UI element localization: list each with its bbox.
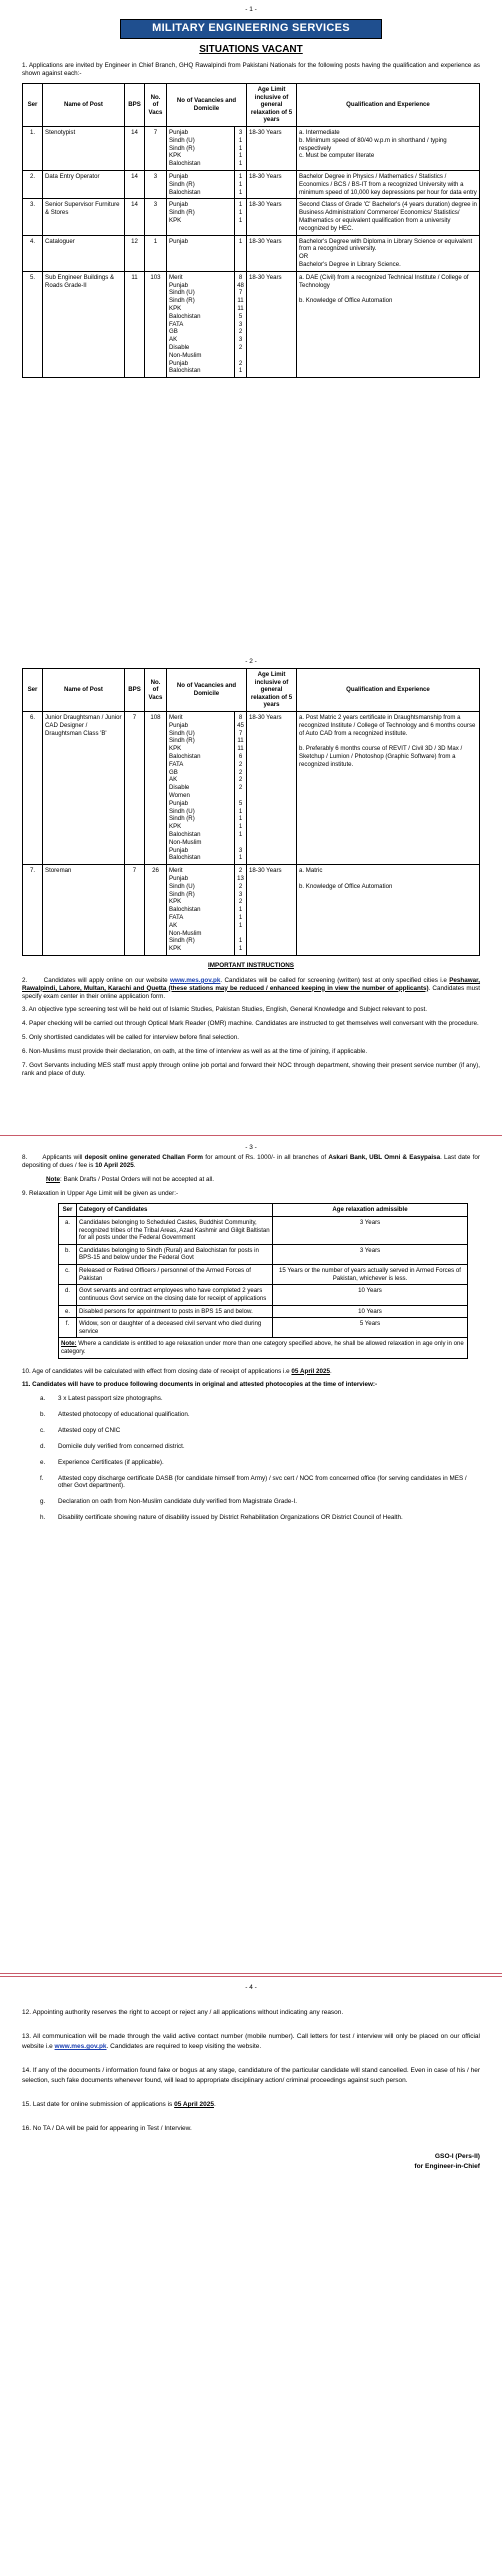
note-text: : Bank Drafts / Postal Orders will not be accepted at all. bbox=[60, 1175, 214, 1183]
page-divider bbox=[0, 1135, 502, 1136]
row-post: Data Entry Operator bbox=[43, 171, 125, 199]
table-row bbox=[59, 1285, 468, 1305]
row-age: 18-30 Years bbox=[247, 171, 297, 199]
col-bps: BPS bbox=[125, 669, 145, 712]
col-age: Age Limit inclusive of general relaxation of 5 years bbox=[247, 83, 297, 126]
para-8-text-a: Applicants will bbox=[42, 1154, 85, 1161]
para-5: 5. Only shortlisted candidates will be called for interview before final selection. bbox=[22, 1034, 240, 1042]
col-domicile: No of Vacancies and Domicile bbox=[167, 669, 247, 712]
last-date: 05 April 2025 bbox=[174, 2101, 214, 2109]
para-12: 12. Appointing authority reserves the right to accept or reject any / all applications without indicating any reason. bbox=[22, 2009, 344, 2016]
para-11: 11. Candidates will have to produce following documents in original and attested photocopies at the time of interview:- bbox=[22, 1381, 378, 1389]
row-domicile: Punjab Sindh (R) KPK bbox=[167, 199, 235, 235]
row-vacs: 1 bbox=[145, 235, 167, 271]
row-qualification: Bachelor Degree in Physics / Mathematics / Statistics / Economics / BCS / BS-IT from a recognized University with a minimum speed of 10,000 key depressions per hour for data entry bbox=[297, 171, 480, 199]
para-9: 9. Relaxation in Upper Age Limit will be given as under:- bbox=[22, 1189, 179, 1197]
relax-category: Govt servants and contract employees who have completed 2 years continuous Govt service on the closing date for receipt of applications bbox=[77, 1285, 273, 1305]
row-ser: 7. bbox=[23, 865, 43, 956]
list-item-text: Attested copy discharge certificate DASB (for candidate himself from Army) / svc cert / NOC from concerned office (for serving candidates in MES / other Govt department). bbox=[58, 1474, 467, 1490]
row-post: Stenotypist bbox=[43, 127, 125, 171]
table-row bbox=[23, 171, 480, 199]
row-ser: 3. bbox=[23, 199, 43, 235]
row-domicile-counts: 3 1 1 1 1 bbox=[235, 127, 247, 171]
list-item bbox=[22, 1443, 480, 1451]
intro-paragraph: 1. Applications are invited by Engineer in Chief Branch, GHQ Rawalpindi from Pakistani Nationals for the following posts having the qualification and experience as shown against each:- bbox=[22, 62, 480, 78]
row-bps: 7 bbox=[125, 712, 145, 865]
row-vacs: 7 bbox=[145, 127, 167, 171]
row-post: Cataloguer bbox=[43, 235, 125, 271]
vacancy-table-1 bbox=[22, 83, 480, 378]
website-link[interactable]: www.mes.gov.pk bbox=[170, 976, 221, 984]
col-ser: Ser bbox=[23, 83, 43, 126]
list-item bbox=[22, 1498, 480, 1506]
vacancy-table-2 bbox=[22, 668, 480, 956]
challan-text: deposit online generated Challan Form bbox=[84, 1154, 203, 1161]
list-item bbox=[22, 1475, 480, 1491]
row-domicile-counts: 1 bbox=[235, 235, 247, 271]
relax-years: 3 Years bbox=[273, 1244, 468, 1264]
para-2 bbox=[22, 977, 480, 1001]
relax-category: Released or Retired Officers / personnel of the Armed Forces of Pakistan bbox=[77, 1265, 273, 1285]
list-item-key: f. bbox=[40, 1474, 44, 1482]
col-qualification: Qualification and Experience bbox=[297, 669, 480, 712]
col-category: Category of Candidates bbox=[77, 1204, 273, 1217]
list-item bbox=[22, 1395, 480, 1403]
row-post: Senior Supervisor Furniture & Stores bbox=[43, 199, 125, 235]
row-domicile: Punjab bbox=[167, 235, 235, 271]
table-header-row bbox=[59, 1204, 468, 1217]
table-row bbox=[23, 235, 480, 271]
note-label: Note bbox=[46, 1175, 60, 1183]
row-post: Junior Draughtsman / Junior CAD Designer / Draughtsman Class 'B' bbox=[43, 712, 125, 865]
page-number: - 2 - bbox=[245, 658, 257, 665]
row-vacs: 103 bbox=[145, 271, 167, 377]
para-13-text-b: . Candidates are required to keep visiting the website. bbox=[106, 2043, 262, 2051]
list-item-key: e. bbox=[40, 1458, 46, 1466]
list-item-text: Experience Certificates (if applicable). bbox=[58, 1458, 164, 1466]
row-domicile-counts: 1 1 1 bbox=[235, 171, 247, 199]
ad-title: SITUATIONS VACANT bbox=[199, 43, 303, 55]
para-7: 7. Govt Servants including MES staff must apply through online job portal and forward their NOC through department, showing their present service number (if any), rank and place of duty. bbox=[22, 1061, 480, 1077]
table-row bbox=[23, 199, 480, 235]
page-3 bbox=[0, 1138, 502, 1973]
para-15-text-a: 15. Last date for online submission of applications is bbox=[22, 2101, 175, 2109]
para-2-text-c: . Candidates must specify exam center in their online application form. bbox=[22, 984, 480, 1000]
list-item-text: 3 x Latest passport size photographs. bbox=[58, 1395, 163, 1403]
para-15-text-c: . bbox=[214, 2101, 216, 2109]
closing-date: 05 April 2025 bbox=[291, 1367, 331, 1375]
relax-years: 15 Years or the number of years actually served in Armed Forces of Pakistan, whichever is less. bbox=[273, 1265, 468, 1285]
relax-years: 10 Years bbox=[273, 1285, 468, 1305]
row-ser: 1. bbox=[23, 127, 43, 171]
list-item-key: h. bbox=[40, 1514, 46, 1522]
list-item-text: Domicile duly verified from concerned district. bbox=[58, 1442, 185, 1450]
list-item bbox=[22, 1459, 480, 1467]
para-10-text-a: 10. Age of candidates will be calculated with effect from closing date of receipt of applications i.e bbox=[22, 1367, 292, 1375]
age-relaxation-table bbox=[58, 1203, 468, 1358]
row-age: 18-30 Years bbox=[247, 199, 297, 235]
row-ser: 2. bbox=[23, 171, 43, 199]
list-item-key: b. bbox=[40, 1411, 46, 1419]
list-item-key: d. bbox=[40, 1442, 46, 1450]
col-ser: Ser bbox=[59, 1204, 77, 1217]
row-bps: 14 bbox=[125, 199, 145, 235]
relax-ser: f. bbox=[59, 1318, 77, 1338]
page-number: - 3 - bbox=[245, 1144, 257, 1151]
para-8 bbox=[22, 1154, 480, 1170]
table-row bbox=[23, 271, 480, 377]
table-row bbox=[59, 1305, 468, 1318]
list-item-text: Disability certificate showing nature of disability issued by District Rehabilitation Organizations OR District Council of Health. bbox=[58, 1514, 403, 1522]
website-link[interactable]: www.mes.gov.pk bbox=[54, 2043, 107, 2051]
row-qualification: Bachelor's Degree with Diploma in Library Science or equivalent from a recognized university. OR Bachelor's Degree in Library Science. bbox=[297, 235, 480, 271]
table-row bbox=[59, 1244, 468, 1264]
row-qualification: Second Class of Grade 'C' Bachelor's (4 years duration) degree in Business Administration/ Commerce/ Economics/ Statistics/ Mathematics or equivalent qualification from a university recognized by HEC. bbox=[297, 199, 480, 235]
para-15 bbox=[22, 2100, 480, 2110]
para-13 bbox=[22, 2032, 480, 2052]
relax-years: 5 Years bbox=[273, 1318, 468, 1338]
row-vacs: 108 bbox=[145, 712, 167, 865]
signatory-title: GSO-I (Pers-II) bbox=[434, 2153, 480, 2161]
relax-ser: a. bbox=[59, 1217, 77, 1245]
relax-ser: d. bbox=[59, 1285, 77, 1305]
page-2 bbox=[0, 652, 502, 1137]
col-qualification: Qualification and Experience bbox=[297, 83, 480, 126]
col-relaxation: Age relaxation admissible bbox=[273, 1204, 468, 1217]
row-vacs: 26 bbox=[145, 865, 167, 956]
org-title: MILITARY ENGINEERING SERVICES bbox=[120, 19, 382, 39]
para-8-text-c: for amount of Rs. 1000/- in all branches of bbox=[202, 1154, 329, 1161]
relax-note-text: Where a candidate is entitled to age relaxation under more than one category specified above, he shall be allowed relaxation in age only in one category. bbox=[61, 1340, 464, 1355]
table-row bbox=[59, 1217, 468, 1245]
table-header-row bbox=[23, 669, 480, 712]
col-age: Age Limit inclusive of general relaxation of 5 years bbox=[247, 669, 297, 712]
list-item-text: Attested copy of CNIC bbox=[58, 1427, 121, 1435]
row-ser: 6. bbox=[23, 712, 43, 865]
row-qualification: a. Intermediate b. Minimum speed of 80/40 w.p.m in shorthand / typing respectively c. Must be computer literate bbox=[297, 127, 480, 171]
para-2-text-a: Candidates will apply online on our website bbox=[43, 976, 170, 984]
table-header-row bbox=[23, 83, 480, 126]
para-8-number: 8. bbox=[22, 1154, 28, 1161]
para-4: 4. Paper checking will be carried out through Optical Mark Reader (OMR) machine. Candidates are instructed to get themselves well conversant with the procedure. bbox=[22, 1020, 479, 1028]
list-item bbox=[22, 1411, 480, 1419]
para-3: 3. An objective type screening test will be held out of Islamic Studies, Pakistan Studies, English, General Knowledge and Subject relevant to post. bbox=[22, 1006, 427, 1014]
row-bps: 14 bbox=[125, 171, 145, 199]
relax-category: Disabled persons for appointment to posts in BPS 15 and below. bbox=[77, 1305, 273, 1318]
row-domicile: Merit Punjab Sindh (U) Sindh (R) KPK Balochistan FATA AK Non-Muslim Sindh (R) KPK bbox=[167, 865, 235, 956]
row-post: Sub Engineer Buildings & Roads Grade-II bbox=[43, 271, 125, 377]
page-4 bbox=[0, 1978, 502, 2560]
list-item-key: a. bbox=[40, 1395, 46, 1403]
table-row bbox=[23, 712, 480, 865]
list-item-text: Attested photocopy of educational qualification. bbox=[58, 1411, 190, 1419]
fee-deadline: 10 April 2025 bbox=[95, 1161, 134, 1169]
row-domicile: Merit Punjab Sindh (U) Sindh (R) KPK Balochistan FATA GB AK Disable Non-Muslim Punjab Balochistan bbox=[167, 271, 235, 377]
col-domicile: No of Vacancies and Domicile bbox=[167, 83, 247, 126]
signature-block bbox=[22, 2152, 480, 2170]
col-ser: Ser bbox=[23, 669, 43, 712]
para-10 bbox=[22, 1368, 480, 1376]
col-vacs: No. of Vacs bbox=[145, 83, 167, 126]
row-age: 18-30 Years bbox=[247, 271, 297, 377]
col-post: Name of Post bbox=[43, 669, 125, 712]
list-item bbox=[22, 1427, 480, 1435]
table-row bbox=[23, 127, 480, 171]
relax-ser: c. bbox=[59, 1265, 77, 1285]
row-qualification: a. DAE (Civil) from a recognized Technical Institute / College of Technology b. Knowledge of Office Automation bbox=[297, 271, 480, 377]
para-14: 14. If any of the documents / information found fake or bogus at any stage, candidature of the particular candidate will stand cancelled. Even in case of his / her selection, such fake documents whenever found, will lead to appropriate disciplinary action/ criminal proceedings against such person. bbox=[22, 2067, 480, 2085]
para-8-text-e: . Last date for depositing of dues / fee is bbox=[22, 1154, 480, 1169]
table-row bbox=[59, 1265, 468, 1285]
exam-cities: Peshawar, Rawalpindi, Lahore, Multan, Karachi and Quetta (these stations may be reduced / enhanced keeping in view the number of applicants) bbox=[22, 976, 481, 992]
row-age: 18-30 Years bbox=[247, 865, 297, 956]
row-age: 18-30 Years bbox=[247, 127, 297, 171]
list-item-key: c. bbox=[40, 1427, 45, 1435]
para-10-text-c: . bbox=[330, 1367, 332, 1375]
col-vacs: No. of Vacs bbox=[145, 669, 167, 712]
page-number: - 1 - bbox=[245, 6, 257, 13]
signatory-office: for Engineer-in-Chief bbox=[414, 2162, 480, 2170]
table-row bbox=[23, 865, 480, 956]
col-post: Name of Post bbox=[43, 83, 125, 126]
row-post: Storeman bbox=[43, 865, 125, 956]
bank-names: Askari Bank, UBL Omni & Easypaisa bbox=[328, 1154, 441, 1161]
row-age: 18-30 Years bbox=[247, 712, 297, 865]
row-domicile-counts: 8 45 7 11 11 6 2 2 2 2 5 1 1 1 1 3 1 bbox=[235, 712, 247, 865]
row-ser: 4. bbox=[23, 235, 43, 271]
row-bps: 14 bbox=[125, 127, 145, 171]
row-qualification: a. Post Matric 2 years certificate in Draughtsmanship from a recognized Institute / College of Technology and 6 months course of Auto CAD from a recognized institute. b. Preferably 6 months course of REVIT / Civil 3D / 3D Max / Sketchup / Lumion / Photoshop (Graphic Software) from a recognized institute. bbox=[297, 712, 480, 865]
row-vacs: 3 bbox=[145, 171, 167, 199]
row-bps: 12 bbox=[125, 235, 145, 271]
col-bps: BPS bbox=[125, 83, 145, 126]
row-ser: 5. bbox=[23, 271, 43, 377]
relax-category: Candidates belonging to Scheduled Castes, Buddhist Community, recognized tribes of the Tribal Areas, Azad Kashmir and Gilgit Baltistan for all posts under the Federal Government bbox=[77, 1217, 273, 1245]
para-16: 16. No TA / DA will be paid for appearing in Test / Interview. bbox=[22, 2125, 192, 2133]
row-qualification: a. Matric b. Knowledge of Office Automation bbox=[297, 865, 480, 956]
instructions-title: IMPORTANT INSTRUCTIONS bbox=[208, 961, 294, 969]
list-item-key: g. bbox=[40, 1498, 46, 1506]
relax-ser: e. bbox=[59, 1305, 77, 1318]
row-vacs: 3 bbox=[145, 199, 167, 235]
relax-note bbox=[59, 1338, 468, 1358]
row-domicile: Punjab Sindh (U) Sindh (R) KPK Balochistan bbox=[167, 127, 235, 171]
row-domicile-counts: 8 48 7 11 11 5 3 2 3 2 2 1 bbox=[235, 271, 247, 377]
para-2-text-b: . Candidates will be called for screening (written) test at only specified cities i.e bbox=[220, 976, 450, 984]
page-1 bbox=[0, 0, 502, 650]
relax-category: Candidates belonging to Sindh (Rural) and Balochistan for posts in BPS-15 and below under the Federal Govt bbox=[77, 1244, 273, 1264]
relax-ser: b. bbox=[59, 1244, 77, 1264]
table-row bbox=[59, 1338, 468, 1358]
para-6: 6. Non-Muslims must provide their declaration, on oath, at the time of interview as well as at the time of joining, if applicable. bbox=[22, 1047, 368, 1055]
row-age: 18-30 Years bbox=[247, 235, 297, 271]
row-domicile: Punjab Sindh (R) Balochistan bbox=[167, 171, 235, 199]
list-item-text: Declaration on oath from Non-Muslim candidate duly verified from Magistrate Grade-I. bbox=[58, 1498, 298, 1506]
row-bps: 7 bbox=[125, 865, 145, 956]
row-domicile-counts: 2 13 2 3 2 1 1 1 1 1 bbox=[235, 865, 247, 956]
para-13-text-a: 13. All communication will be made through the valid active contact number (mobile number). Call letters for test / interview will only be placed on our official website i.e bbox=[22, 2033, 480, 2051]
para-2-number: 2. bbox=[22, 976, 28, 984]
page-divider bbox=[0, 1976, 502, 1977]
row-domicile: Merit Punjab Sindh (U) Sindh (R) KPK Balochistan FATA GB AK Disable Women Punjab Sindh (U) Sindh (R) KPK Balochistan Non-Muslim Punjab Balochistan bbox=[167, 712, 235, 865]
page-divider bbox=[0, 1973, 502, 1974]
row-domicile-counts: 1 1 1 bbox=[235, 199, 247, 235]
note-line bbox=[22, 1176, 480, 1184]
list-item bbox=[22, 1514, 480, 1522]
table-row bbox=[59, 1318, 468, 1338]
para-8-text-g: . bbox=[133, 1161, 136, 1169]
relax-years: 10 Years bbox=[273, 1305, 468, 1318]
relax-years: 3 Years bbox=[273, 1217, 468, 1245]
relax-note-label: Note: bbox=[61, 1340, 77, 1348]
relax-category: Widow, son or daughter of a deceased civil servant who died during service bbox=[77, 1318, 273, 1338]
documents-list bbox=[22, 1395, 480, 1522]
row-bps: 11 bbox=[125, 271, 145, 377]
page-number: - 4 - bbox=[245, 1984, 257, 1991]
